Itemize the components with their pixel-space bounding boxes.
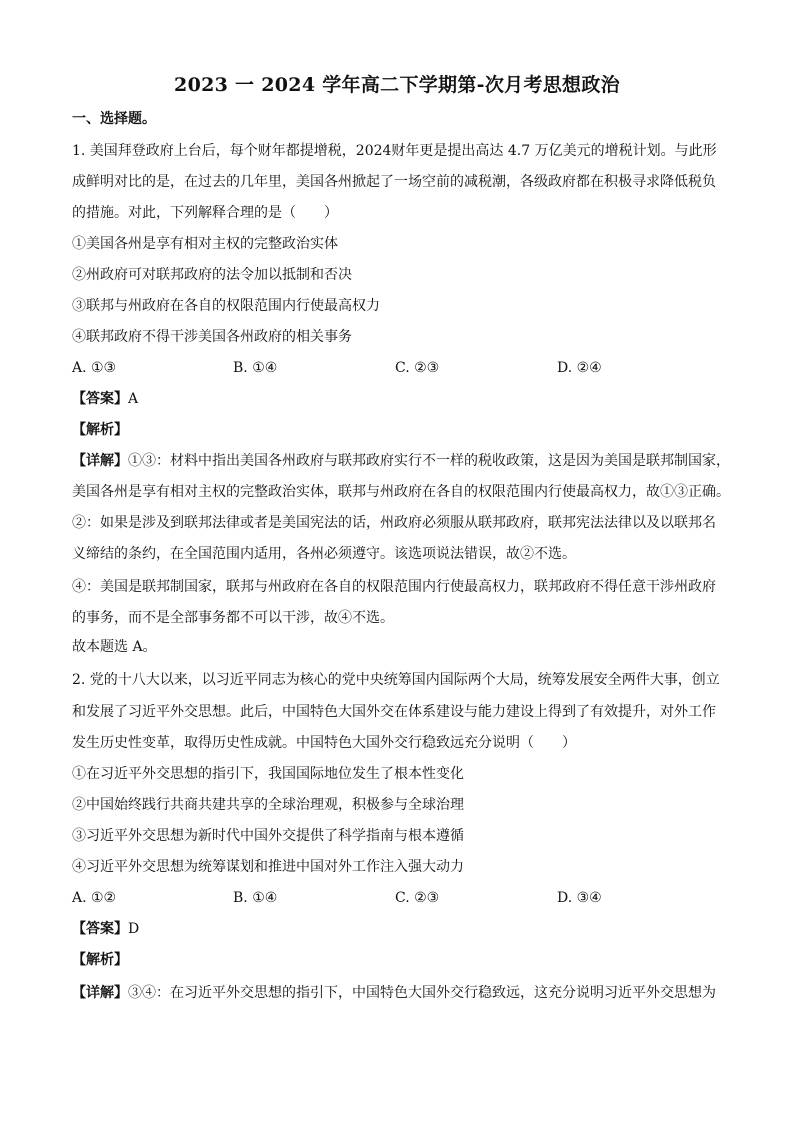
q2-option-a: A. ①②: [72, 890, 117, 906]
q1-detail-line: ④：美国是联邦制国家，联邦与州政府在各自的权限范围内行使最高权力，联邦政府不得任意干涉州政府: [72, 579, 716, 595]
q2-item: ①在习近平外交思想的指引下，我国国际地位发生了根本性变化: [72, 766, 464, 782]
q1-detail-line: 义缔结的条约，在全国范围内适用，各州必须遵守。该选项说法错误，故②不选。: [72, 546, 576, 562]
q2-option-c: C. ②③: [395, 890, 440, 906]
q1-stem-line: 的措施。对此，下列解释合理的是（ ）: [72, 205, 338, 221]
q2-option-b: B. ①④: [233, 890, 278, 906]
detail-tag: 【详解】: [72, 453, 128, 469]
q2-stem-line: 发生历史性变革，取得历史性成就。中国特色大国外交行稳致远充分说明（ ）: [72, 735, 576, 751]
q2-detail-line: [72, 983, 716, 1003]
q2-item: ②中国始终践行共商共建共享的全球治理观，积极参与全球治理: [72, 797, 464, 813]
q1-stem-line: 成鲜明对比的是，在过去的几年里，美国各州掀起了一场空前的减税潮，各级政府都在积极寻求降低税负: [72, 174, 716, 190]
q1-option-c: C. ②③: [395, 360, 440, 376]
page-title: 2023 一 2024 学年高二下学期第-次月考思想政治: [174, 74, 620, 96]
answer-value: A: [128, 391, 139, 407]
q2-item: ④习近平外交思想为统筹谋划和推进中国对外工作注入强大动力: [72, 859, 464, 875]
q1-item: ①美国各州是享有相对主权的完整政治实体: [72, 236, 338, 252]
q2-analysis-tag: 【解析】: [72, 952, 128, 968]
detail-tag: 【详解】: [72, 985, 128, 1001]
q1-answer: [72, 389, 138, 409]
q2-stem-line: 和发展了习近平外交思想。此后，中国特色大国外交在体系建设与能力建设上得到了有效提升，对外工作: [72, 704, 716, 720]
q1-option-d: D. ②④: [557, 360, 602, 376]
q1-conclusion: 故本题选 A。: [72, 639, 157, 655]
detail-text: ③④：在习近平外交思想的指引下，中国特色大国外交行稳致远，这充分说明习近平外交思想为: [128, 985, 716, 1001]
q1-stem-line: 1. 美国拜登政府上台后，每个财年都提增税，2024财年更是提出高达 4.7 万亿美元的增税计划。与此形: [72, 143, 717, 159]
q1-item: ④联邦政府不得干涉美国各州政府的相关事务: [72, 329, 352, 345]
q1-detail-line: [72, 451, 730, 471]
q2-answer: [72, 919, 139, 939]
answer-tag: 【答案】: [72, 391, 128, 407]
q1-detail-line: ②：如果是涉及到联邦法律或者是美国宪法的话，州政府必须服从联邦政府，联邦宪法法律以及以联邦名: [72, 515, 716, 531]
detail-text: ①③：材料中指出美国各州政府与联邦政府实行不一样的税收政策，这是因为美国是联邦制国家，: [128, 453, 730, 469]
q1-item: ③联邦与州政府在各自的权限范围内行使最高权力: [72, 298, 380, 314]
q1-option-b: B. ①④: [233, 360, 278, 376]
q1-analysis-tag: 【解析】: [72, 422, 128, 438]
q1-item: ②州政府可对联邦政府的法令加以抵制和否决: [72, 267, 352, 283]
section-heading: 一、选择题。: [72, 111, 156, 127]
q2-stem-line: 2. 党的十八大以来，以习近平同志为核心的党中央统筹国内国际两个大局，统筹发展安全两件大事，创立: [72, 672, 720, 688]
answer-tag: 【答案】: [72, 921, 128, 937]
q1-detail-line: 的事务，而不是全部事务都不可以干涉，故④不选。: [72, 610, 394, 626]
q1-option-a: A. ①③: [72, 360, 117, 376]
q1-detail-line: 美国各州是享有相对主权的完整政治实体，联邦与州政府在各自的权限范围内行使最高权力，故①③正确。: [72, 484, 730, 500]
q2-option-d: D. ③④: [557, 890, 602, 906]
answer-value: D: [128, 921, 140, 937]
q2-item: ③习近平外交思想为新时代中国外交提供了科学指南与根本遵循: [72, 828, 464, 844]
